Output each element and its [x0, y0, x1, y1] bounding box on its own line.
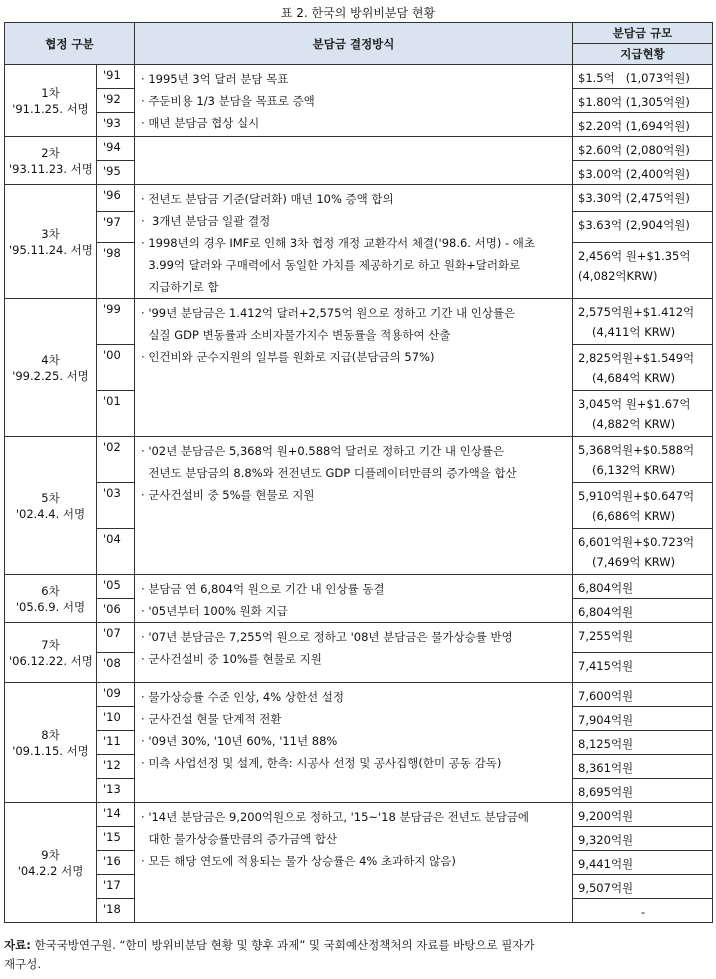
- amount-cell: [573, 803, 713, 827]
- amount-value: 8,695억원: [578, 785, 634, 799]
- amount-cell: [573, 623, 713, 653]
- agreement-label: 5차: [41, 490, 60, 505]
- method-line: · '02년 분담금은 5,368억 원+0.588억 달러로 정하고 기간 내 인상률은: [141, 444, 505, 458]
- amount-value: $1.5억 (1,073억원): [578, 71, 690, 85]
- method-line: 실질 GDP 변동률과 소비자물가지수 변동률을 적용하여 산출: [141, 328, 451, 342]
- method-line: · 인건비와 군수지원의 일부를 원화로 지급(분담금의 57%): [141, 350, 435, 364]
- method-cell: [135, 683, 573, 803]
- method-cell: [135, 623, 573, 683]
- amount-value: $2.60억 (2,080억원): [578, 143, 690, 157]
- year-cell: '06: [97, 599, 135, 623]
- year-cell: '05: [97, 575, 135, 599]
- header-scale: 분담금 규모: [573, 23, 713, 44]
- agreement-date: '09.1.15. 서명: [12, 743, 89, 758]
- amount-cell: [573, 731, 713, 755]
- year-cell: '04: [97, 529, 135, 575]
- method-line: · 분담금 연 6,804억 원으로 기간 내 인상률 동결: [141, 582, 385, 596]
- method-line: 대한 물가상승률만큼의 증가금액 합산: [141, 832, 338, 846]
- amount-cell: [573, 65, 713, 89]
- amount-krw: (4,684억 KRW): [592, 371, 676, 385]
- amount-krw: (4,411억 KRW): [592, 325, 676, 339]
- year-cell: '12: [97, 755, 135, 779]
- table-row: [5, 575, 713, 599]
- amount-cell: [573, 299, 713, 345]
- year-cell: '14: [97, 803, 135, 827]
- amount-cell: [573, 391, 713, 437]
- amount-cell: [573, 899, 713, 923]
- year-cell: '02: [97, 437, 135, 483]
- amount-value: 7,904억원: [578, 713, 634, 727]
- method-line: · 물가상승률 수준 인상, 4% 상한선 설정: [141, 690, 345, 704]
- method-line: · '99년 분담금은 1.412억 달러+2,575억 원으로 정하고 기간 내 인상률은: [141, 306, 516, 320]
- amount-cell: [573, 599, 713, 623]
- amount-value: 5,910억원+$0.647억: [578, 489, 695, 503]
- year-cell: '15: [97, 827, 135, 851]
- amount-cell: [573, 575, 713, 599]
- table-row: [5, 299, 713, 345]
- year-cell: '94: [97, 137, 135, 161]
- amount-cell: [573, 137, 713, 161]
- amount-cell: [573, 437, 713, 483]
- amount-value: 9,320억원: [578, 833, 634, 847]
- method-line: · 군사건설 현물 단계적 전환: [141, 712, 282, 726]
- agreement-cell: [5, 437, 97, 575]
- agreement-date: '04.2.2 서명: [17, 863, 84, 878]
- amount-krw: (4,882억 KRW): [592, 417, 676, 431]
- amount-cell: [573, 483, 713, 529]
- method-line: 전년도 분담금의 8.8%와 전전년도 GDP 디플레이터만큼의 증가액을 합산: [141, 466, 517, 480]
- amount-value: $1.80억 (1,305억원): [578, 95, 690, 109]
- agreement-label: 2차: [41, 145, 60, 160]
- amount-cell: [573, 113, 713, 137]
- amount-cell: [573, 755, 713, 779]
- amount-value: 2,456억 원+$1.35억: [578, 249, 691, 264]
- amount-krw: (6,132억 KRW): [592, 463, 676, 477]
- year-cell: '95: [97, 161, 135, 185]
- year-cell: '91: [97, 65, 135, 89]
- agreement-cell: [5, 623, 97, 683]
- agreement-date: '02.4.4. 서명: [15, 506, 86, 521]
- header-group: 협정 구분: [5, 23, 135, 65]
- agreement-date: '95.11.24. 서명: [9, 242, 93, 257]
- table-body: [5, 65, 713, 923]
- method-line: 3.99억 달러와 구매력에서 동일한 가치를 제공하기로 하고 원화+달러화로: [141, 258, 521, 272]
- amount-value: 3,045억 원+$1.67억: [578, 397, 691, 411]
- defense-cost-sharing-table: [4, 22, 713, 923]
- source-text-2: 재구성.: [4, 957, 41, 971]
- table-row: [5, 683, 713, 707]
- method-line: · 전년도 분담금 기준(달러화) 매년 10% 증액 합의: [141, 192, 394, 206]
- amount-value: $3.30억 (2,475억원): [578, 191, 690, 205]
- agreement-date: '93.11.23. 서명: [9, 161, 93, 176]
- amount-value: 9,507억원: [578, 881, 634, 895]
- year-cell: '18: [97, 899, 135, 923]
- amount-value: 7,255억원: [578, 629, 634, 643]
- amount-value: 6,601억원+$0.723억: [578, 535, 695, 549]
- amount-krw: (6,686억 KRW): [592, 509, 676, 523]
- agreement-cell: [5, 683, 97, 803]
- method-line: · '07년 분담금은 7,255억 원으로 정하고 '08년 분담금은 물가상승률 반영: [141, 630, 513, 644]
- amount-value: 8,125억원: [578, 737, 634, 751]
- year-cell: '01: [97, 391, 135, 437]
- agreement-label: 9차: [41, 847, 60, 862]
- year-cell: '99: [97, 299, 135, 345]
- amount-cell: [573, 243, 713, 299]
- amount-value: -: [640, 905, 646, 919]
- amount-cell: [573, 89, 713, 113]
- amount-cell: [573, 779, 713, 803]
- source-note: [4, 936, 712, 974]
- amount-cell: [573, 345, 713, 391]
- method-line: · 1995년 3억 달러 분담 목표: [141, 72, 289, 86]
- method-line: 지급하기로 함: [141, 280, 219, 294]
- method-line: · '09년 30%, '10년 60%, '11년 88%: [141, 734, 338, 748]
- agreement-date: '91.1.25. 서명: [12, 101, 89, 116]
- table-title: 표 2. 한국의 방위비분담 현황: [280, 6, 436, 20]
- method-line: · 군사건설비 중 5%를 현물로 지원: [141, 488, 315, 502]
- amount-value: 6,804억원: [578, 581, 634, 595]
- year-cell: '03: [97, 483, 135, 529]
- table-row: [5, 437, 713, 483]
- table-row: [5, 137, 713, 161]
- method-cell: [135, 437, 573, 575]
- year-cell: '13: [97, 779, 135, 803]
- agreement-date: '99.2.25. 서명: [12, 368, 89, 383]
- year-cell: '98: [97, 243, 135, 299]
- amount-cell: [573, 683, 713, 707]
- amount-cell: [573, 211, 713, 242]
- agreement-label: 6차: [41, 583, 60, 598]
- agreement-label: 1차: [41, 85, 60, 100]
- method-line: · 군사건설비 중 10%를 현물로 지원: [141, 652, 322, 666]
- source-text: 한국국방연구원. “한미 방위비분담 현황 및 향후 과제” 및 국회예산정책처의 자료를 바탕으로 필자가: [30, 938, 535, 952]
- amount-value: 2,825억원+$1.549억: [578, 351, 695, 365]
- method-cell: [135, 803, 573, 923]
- amount-value: 8,361억원: [578, 761, 634, 775]
- table-row: [5, 185, 713, 212]
- year-cell: '92: [97, 89, 135, 113]
- year-cell: '16: [97, 851, 135, 875]
- method-cell: [135, 65, 573, 137]
- agreement-cell: [5, 185, 97, 299]
- agreement-cell: [5, 575, 97, 623]
- amount-cell: [573, 827, 713, 851]
- amount-cell: [573, 185, 713, 212]
- agreement-label: 7차: [41, 637, 60, 652]
- method-line: · 미측 사업선정 및 설계, 한측: 시공사 선정 및 공사집행(한미 공동 감독): [141, 756, 502, 770]
- table-row: [5, 803, 713, 827]
- amount-value: 2,575억원+$1.412억: [578, 305, 695, 319]
- agreement-label: 4차: [41, 352, 60, 367]
- year-cell: '17: [97, 875, 135, 899]
- agreement-date: '06.12.22. 서명: [9, 653, 93, 668]
- amount-cell: [573, 707, 713, 731]
- table-row: [5, 623, 713, 653]
- agreement-cell: [5, 137, 97, 185]
- year-cell: '00: [97, 345, 135, 391]
- method-line: · '14년 분담금은 9,200억원으로 정하고, '15~'18 분담금은 전년도 분담금에: [141, 810, 530, 824]
- amount-value: $3.00억 (2,400억원): [578, 167, 690, 181]
- amount-cell: [573, 851, 713, 875]
- amount-value: 9,200억원: [578, 809, 634, 823]
- amount-cell: [573, 875, 713, 899]
- header-scale-sub: 지급현황: [573, 44, 713, 65]
- year-cell: '09: [97, 683, 135, 707]
- year-cell: '96: [97, 185, 135, 212]
- method-cell: [135, 137, 573, 185]
- method-cell: [135, 299, 573, 437]
- amount-cell: [573, 529, 713, 575]
- amount-cell: [573, 653, 713, 683]
- method-line: · '05년부터 100% 원화 지급: [141, 604, 288, 618]
- agreement-label: 8차: [41, 727, 60, 742]
- method-cell: [135, 185, 573, 299]
- table-row: [5, 65, 713, 89]
- method-line: · 모든 해당 연도에 적용되는 물가 상승률은 4% 초과하지 않음): [141, 854, 456, 868]
- amount-krw: (7,469억 KRW): [592, 555, 676, 569]
- year-cell: '11: [97, 731, 135, 755]
- header-method: 분담금 결정방식: [135, 23, 573, 65]
- amount-value: 9,441억원: [578, 857, 634, 871]
- year-cell: '07: [97, 623, 135, 653]
- agreement-cell: [5, 65, 97, 137]
- method-line: · 3개년 분담금 일괄 결정: [141, 214, 271, 228]
- agreement-date: '05.6.9. 서명: [15, 599, 86, 614]
- amount-krw: (4,082억KRW): [578, 269, 658, 284]
- year-cell: '93: [97, 113, 135, 137]
- method-line: · 주둔비용 1/3 분담을 목표로 증액: [141, 94, 315, 108]
- method-cell: [135, 575, 573, 623]
- amount-value: 7,600억원: [578, 689, 634, 703]
- agreement-label: 3차: [41, 226, 60, 241]
- year-cell: '97: [97, 211, 135, 242]
- year-cell: '10: [97, 707, 135, 731]
- agreement-cell: [5, 299, 97, 437]
- amount-value: 5,368억원+$0.588억: [578, 443, 695, 457]
- source-label: 자료:: [4, 938, 31, 952]
- agreement-cell: [5, 803, 97, 923]
- amount-cell: [573, 161, 713, 185]
- year-cell: '08: [97, 653, 135, 683]
- amount-value: 7,415억원: [578, 659, 634, 673]
- amount-value: 6,804억원: [578, 605, 634, 619]
- method-line: · 1998년의 경우 IMF로 인해 3차 협정 개정 교환각서 체결('98.6. 서명) - 애초: [141, 236, 535, 250]
- amount-value: $2.20억 (1,694억원): [578, 119, 690, 133]
- method-line: · 매년 분담금 협상 실시: [141, 116, 260, 130]
- amount-value: $3.63억 (2,904억원): [578, 217, 690, 232]
